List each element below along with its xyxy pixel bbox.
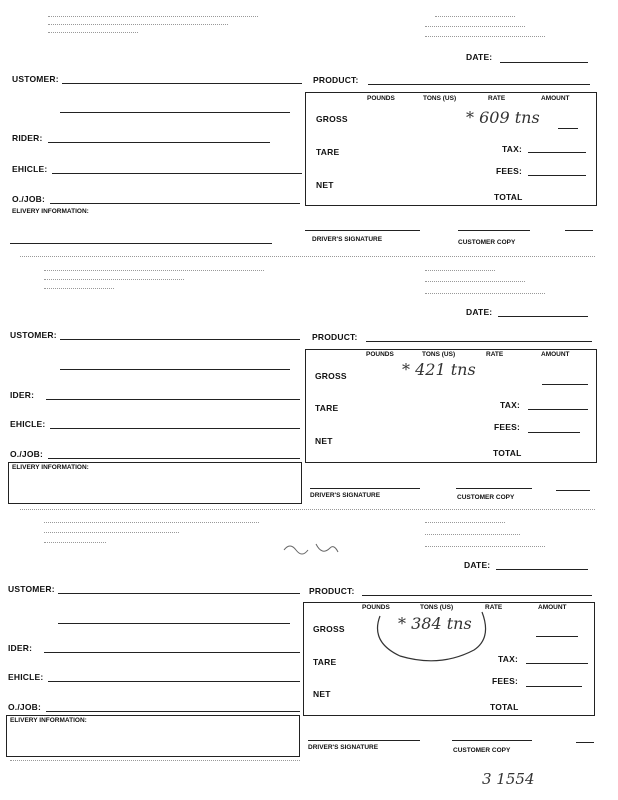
col-pounds: POUNDS — [367, 95, 395, 102]
col-rate: RATE — [486, 351, 504, 358]
letterhead-right — [425, 518, 575, 554]
po-job-label: O./JOB: — [8, 702, 42, 712]
col-pounds: POUNDS — [362, 604, 390, 611]
tax-label: TAX: — [498, 654, 518, 664]
rider-field[interactable] — [48, 142, 270, 143]
tax-field[interactable] — [526, 663, 588, 664]
date-label: DATE: — [466, 52, 493, 62]
net-label: NET — [313, 689, 331, 699]
total-label: TOTAL — [490, 702, 519, 712]
customer-label: USTOMER: — [12, 74, 59, 84]
rider-label: RIDER: — [12, 133, 43, 143]
fees-field[interactable] — [526, 686, 582, 687]
letterhead-left — [44, 518, 274, 550]
product-label: PRODUCT: — [309, 586, 355, 596]
fees-field[interactable] — [528, 175, 586, 176]
driver-sig-label: DRIVER'S SIGNATURE — [312, 236, 383, 243]
net-label: NET — [315, 436, 333, 446]
tax-field[interactable] — [528, 152, 586, 153]
customer-field-2[interactable] — [60, 112, 290, 113]
date-label: DATE: — [466, 307, 493, 317]
ticket-2 — [0, 256, 618, 510]
col-tons: TONS (US) — [422, 351, 456, 358]
customer-field-2[interactable] — [60, 369, 290, 370]
product-field[interactable] — [366, 341, 592, 342]
total-label: TOTAL — [494, 192, 523, 202]
tare-label: TARE — [313, 657, 337, 667]
fees-label: FEES: — [496, 166, 523, 176]
col-amount: AMOUNT — [541, 351, 570, 358]
gross-label: GROSS — [315, 371, 347, 381]
product-label: PRODUCT: — [312, 332, 358, 342]
delivery-label: ELIVERY INFORMATION: — [12, 208, 89, 215]
gross-label: GROSS — [316, 114, 348, 124]
col-pounds: POUNDS — [366, 351, 394, 358]
fees-field[interactable] — [528, 432, 580, 433]
customer-label: USTOMER: — [8, 584, 55, 594]
letterhead-right — [425, 266, 575, 302]
customer-copy-label: CUSTOMER COPY — [457, 494, 515, 501]
total-label: TOTAL — [493, 448, 522, 458]
driver-sig-label: DRIVER'S SIGNATURE — [308, 744, 379, 751]
product-field[interactable] — [368, 84, 590, 85]
rider-field[interactable] — [46, 399, 300, 400]
customer-field-2[interactable] — [58, 623, 290, 624]
vehicle-field[interactable] — [52, 173, 302, 174]
product-field[interactable] — [362, 595, 592, 596]
vehicle-label: EHICLE: — [10, 419, 46, 429]
tare-label: TARE — [315, 403, 339, 413]
tax-label: TAX: — [502, 144, 522, 154]
letterhead-left — [44, 266, 274, 296]
col-rate: RATE — [485, 604, 503, 611]
weight-box — [305, 92, 597, 206]
fees-label: FEES: — [494, 422, 521, 432]
rider-label: IDER: — [10, 390, 35, 400]
col-rate: RATE — [488, 95, 506, 102]
customer-field[interactable] — [62, 83, 302, 84]
ticket-1 — [0, 0, 618, 255]
col-amount: AMOUNT — [541, 95, 570, 102]
customer-field[interactable] — [60, 339, 300, 340]
letterhead-right — [425, 12, 555, 42]
customer-copy-label: CUSTOMER COPY — [458, 239, 516, 246]
vehicle-field[interactable] — [48, 681, 300, 682]
scribble-mark — [282, 538, 342, 560]
po-job-label: O./JOB: — [10, 449, 44, 459]
handwritten-tons: * 384 tns — [398, 614, 472, 633]
customer-field[interactable] — [58, 593, 300, 594]
po-job-field[interactable] — [50, 203, 300, 204]
delivery-label: ELIVERY INFORMATION: — [10, 717, 87, 724]
driver-sig-label: DRIVER'S SIGNATURE — [310, 492, 381, 499]
col-amount: AMOUNT — [538, 604, 567, 611]
tare-label: TARE — [316, 147, 340, 157]
rider-field[interactable] — [44, 652, 300, 653]
tax-field[interactable] — [528, 409, 588, 410]
gross-label: GROSS — [313, 624, 345, 634]
delivery-label: ELIVERY INFORMATION: — [12, 464, 89, 471]
customer-label: USTOMER: — [10, 330, 57, 340]
rider-label: IDER: — [8, 643, 33, 653]
tax-label: TAX: — [500, 400, 520, 410]
handwritten-tons: * 609 tns — [466, 108, 540, 127]
vehicle-label: EHICLE: — [8, 672, 44, 682]
vehicle-field[interactable] — [50, 428, 300, 429]
date-label: DATE: — [464, 560, 491, 570]
col-tons: TONS (US) — [420, 604, 454, 611]
vehicle-label: EHICLE: — [12, 164, 48, 174]
footer-handwriting: 3 1554 — [482, 770, 535, 788]
po-job-label: O./JOB: — [12, 194, 46, 204]
po-job-field[interactable] — [46, 711, 300, 712]
ticket-3 — [0, 510, 618, 800]
col-tons: TONS (US) — [423, 95, 457, 102]
handwritten-tons: * 421 tns — [402, 360, 476, 379]
net-label: NET — [316, 180, 334, 190]
customer-copy-label: CUSTOMER COPY — [453, 747, 511, 754]
letterhead-left — [48, 12, 268, 42]
product-label: PRODUCT: — [313, 75, 359, 85]
po-job-field[interactable] — [48, 458, 300, 459]
fees-label: FEES: — [492, 676, 519, 686]
